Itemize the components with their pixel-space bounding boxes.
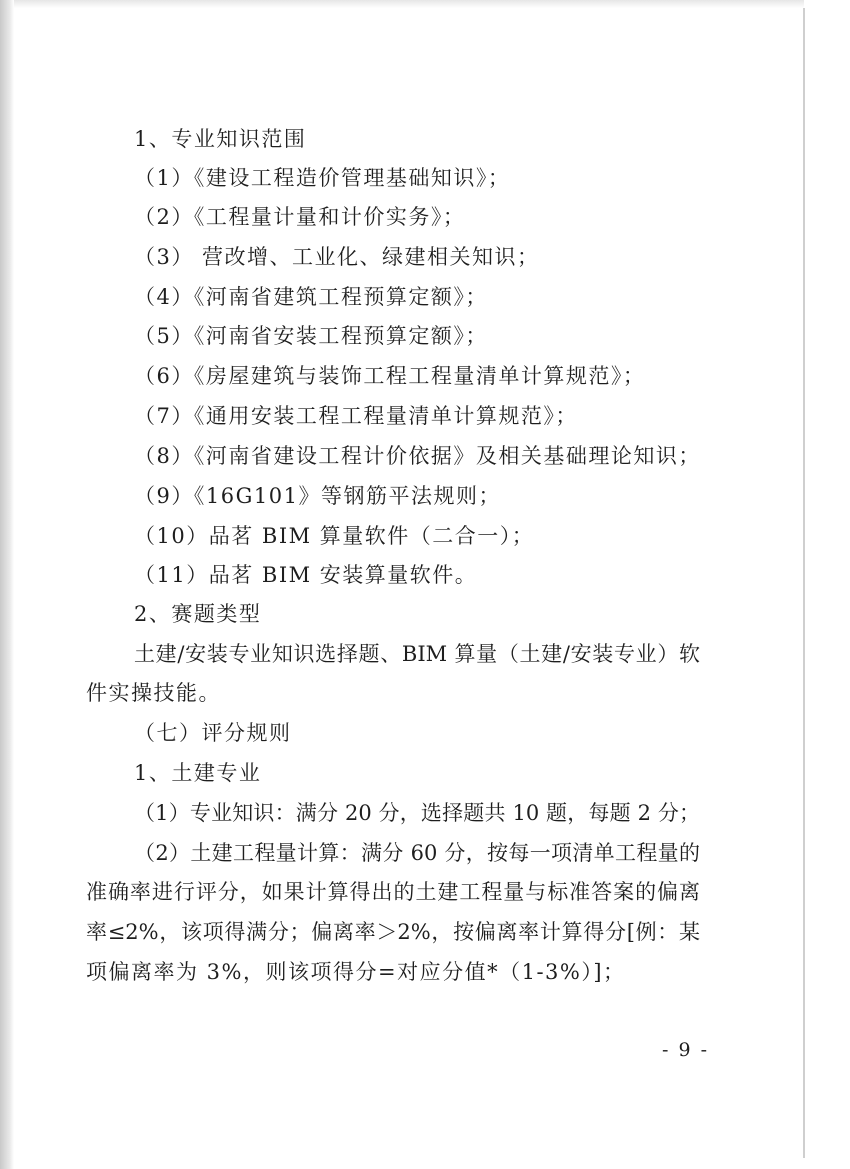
subsection-heading-civil: 1、土建专业 — [134, 761, 262, 785]
paragraph-line: 项偏离率为 3%，则该项得分=对应分值*（1-3%）]； — [86, 960, 626, 984]
paragraph-line: （1）专业知识：满分 20 分，选择题共 10 题，每题 2 分； — [134, 801, 700, 825]
list-item: （4）《河南省建筑工程预算定额》； — [134, 285, 488, 309]
list-item: （1）《建设工程造价管理基础知识》； — [134, 166, 511, 190]
list-item: （11）品茗 BIM 安装算量软件。 — [134, 563, 478, 587]
list-item: （5）《河南省安装工程预算定额》； — [134, 324, 488, 348]
list-item: （8）《河南省建设工程计价依据》及相关基础理论知识； — [134, 444, 701, 468]
list-item: （9）《16G101》等钢筋平法规则； — [134, 484, 501, 508]
list-item: （6）《房屋建筑与装饰工程工程量清单计算规范》； — [134, 364, 646, 388]
list-item: （7）《通用安装工程工程量清单计算规范》； — [134, 404, 578, 428]
paragraph-line: 率≤2%，该项得满分；偏离率＞2%，按偏离率计算得分[例：某 — [86, 920, 700, 944]
paragraph-line: 件实操技能。 — [86, 681, 221, 705]
section-heading-scoring-rules: （七）评分规则 — [134, 721, 292, 745]
paragraph-line: 准确率进行评分，如果计算得出的土建工程量与标准答案的偏离 — [86, 880, 700, 904]
section-heading-question-types: 2、赛题类型 — [134, 602, 262, 626]
paragraph-line: 土建/安装专业知识选择题、BIM 算量（土建/安装专业）软 — [134, 642, 700, 666]
list-item: （10）品茗 BIM 算量软件（二合一）； — [134, 524, 535, 548]
list-item: （2）《工程量计量和计价实务》； — [134, 205, 466, 229]
page-number: - 9 - — [662, 1039, 710, 1061]
paragraph-line: （2）土建工程量计算：满分 60 分，按每一项清单工程量的 — [134, 841, 700, 865]
section-heading-knowledge-scope: 1、专业知识范围 — [134, 127, 307, 151]
list-item: （3） 营改增、工业化、绿建相关知识； — [134, 245, 540, 269]
